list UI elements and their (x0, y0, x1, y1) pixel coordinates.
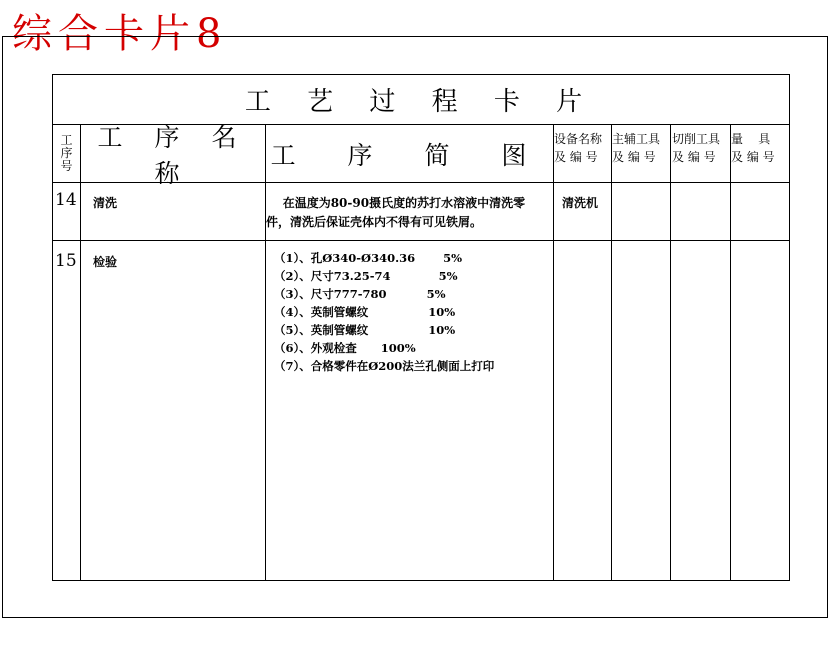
row-description-line: 在温度为80-90摄氏度的苏打水溶液中清洗零 (266, 196, 526, 210)
header-aux-tool: 主辅工具 及 编 号 (612, 132, 661, 164)
row-equipment: 清洗机 (562, 196, 599, 210)
col-divider-diagram (553, 124, 554, 580)
card-title: 工 艺 过 程 卡 片 (244, 86, 597, 117)
inspection-item: （4）、英制管螺纹 10% (274, 305, 456, 319)
col-divider-name (265, 124, 266, 580)
inspection-item: （1）、孔Ø340-Ø340.36 5% (274, 251, 463, 265)
table-right-border (789, 74, 790, 580)
header-process-name: 工 序 名 称 (97, 122, 249, 188)
row-number: 14 (55, 190, 77, 210)
col-divider-equipment (611, 124, 612, 580)
inspection-item: （2）、尺寸73.25-74 5% (274, 269, 458, 283)
row-process-name: 检验 (93, 255, 118, 269)
inspection-item: （6）、外观检查 100% (274, 341, 416, 355)
header-seq-no (53, 125, 80, 182)
table-bottom-border (52, 580, 790, 581)
inspection-item: （3）、尺寸777-780 5% (274, 287, 446, 301)
header-seq-char: 工 (60, 133, 73, 147)
header-equipment: 设备名称 及 编 号 (554, 132, 603, 164)
header-process-diagram: 工 序 简 图 (270, 140, 549, 170)
inspection-list (274, 249, 494, 375)
col-divider-aux-tool (670, 124, 671, 580)
header-cutting-tool: 切削工具 及 编 号 (672, 132, 721, 164)
row-number: 15 (55, 251, 77, 271)
header-seq-char: 序 (60, 146, 73, 160)
inspection-item: （5）、英制管螺纹 10% (274, 323, 456, 337)
col-divider-seq (80, 124, 81, 580)
card-big-title: 综合卡片8 (12, 11, 228, 57)
header-seq-char: 号 (60, 159, 73, 173)
inspection-item: （7）、合格零件在Ø200法兰孔侧面上打印 (274, 359, 495, 373)
row-process-name: 清洗 (93, 196, 118, 210)
row14-divider (52, 240, 790, 241)
header-gauge: 量 具 及 编 号 (731, 132, 775, 164)
col-divider-cutting-tool (730, 124, 731, 580)
row-description-line: 件，清洗后保证壳体内不得有可见铁屑。 (266, 215, 483, 229)
